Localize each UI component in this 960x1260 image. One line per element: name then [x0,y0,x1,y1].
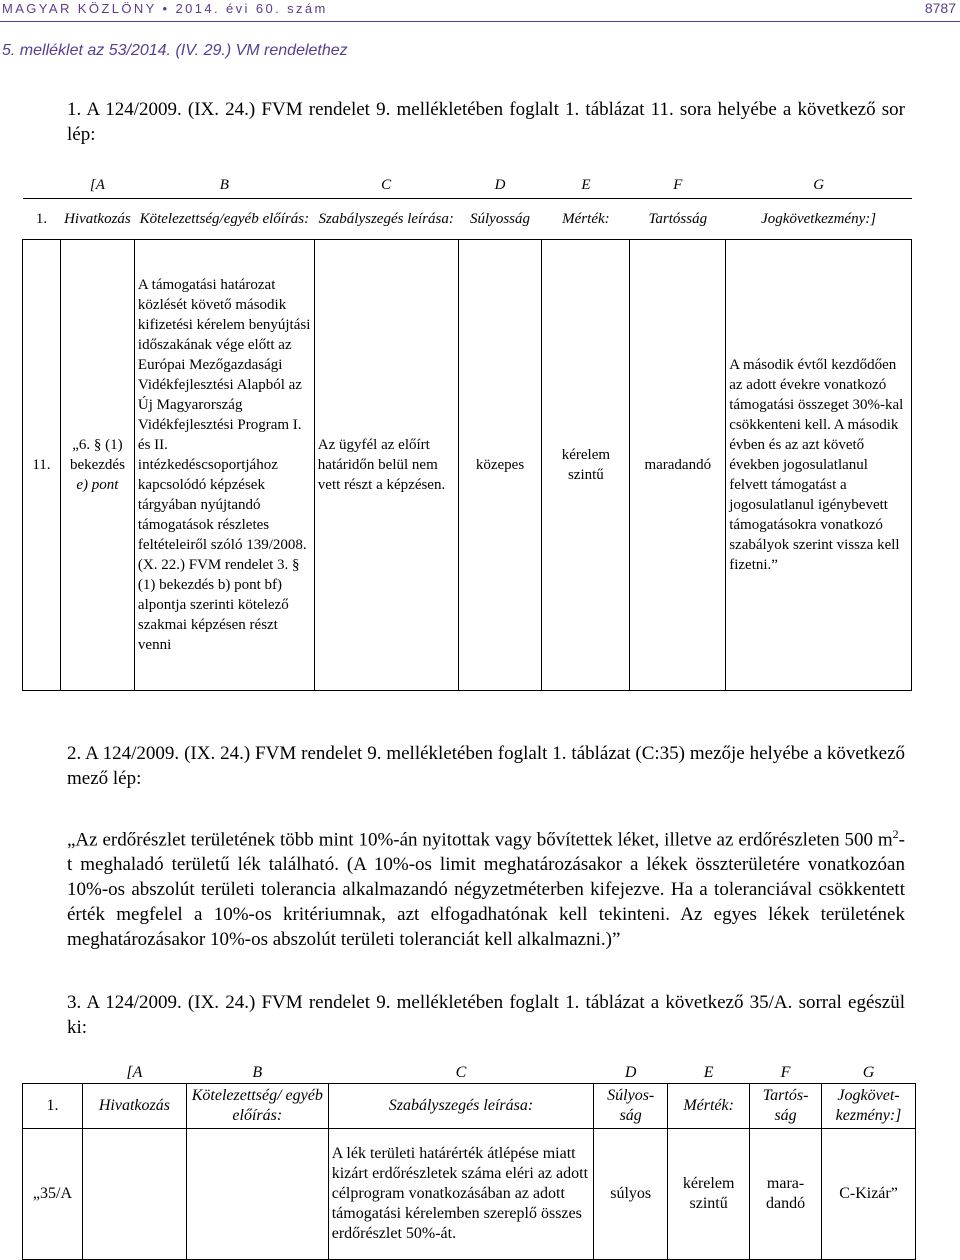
col-letter-d: D [494,177,506,193]
cell-violation: Az ügyfél az előírt határidőn belül nem vett részt a képzésen. [314,240,458,691]
col-letter-f: F [673,177,683,193]
cell-extent: kérelem szintű [668,1129,750,1260]
col-letter-g: G [862,1064,875,1081]
table-row [23,1129,916,1260]
cell-reference [82,1129,186,1260]
header-row [23,199,912,240]
annex-title: 5. melléklet az 53/2014. (IV. 29.) VM rendelethez [2,42,348,59]
row-number: 11. [23,240,61,691]
row-number: „35/A [23,1129,83,1260]
cell-violation: A lék területi határérték átlépése miatt kizárt erdőrészletek száma eléri az adott célprogram vonatkozásában az adott támogatási kérelemben szereplő összes erdőrészlet 50%-át. [328,1129,594,1260]
header-row [23,1084,916,1129]
header-consequence: Jogkövet-kezmény:] [822,1084,916,1129]
header-rule [0,21,960,22]
header-severity: Súlyos-ság [594,1084,668,1129]
journal-title: MAGYAR KÖZLÖNY • 2014. évi 60. szám [2,1,328,16]
header-duration: Tartósság [630,199,726,240]
paragraph-2: 2. A 124/2009. (IX. 24.) FVM rendelet 9. mellékletében foglalt 1. táblázat (C:35) mezője helyébe a következő mező lép: [67,743,905,789]
table-2 [22,1063,916,1260]
journal-header [0,0,960,22]
paragraph-1: 1. A 124/2009. (IX. 24.) FVM rendelet 9. mellékletében foglalt 1. táblázat 11. sora helyébe a következő sor lép: [67,99,905,145]
paragraph-4: 3. A 124/2009. (IX. 24.) FVM rendelet 9. mellékletében foglalt 1. táblázat a következő 35/A. sorral egészül ki: [67,992,905,1038]
col-letter-b: B [219,177,229,193]
cell-obligation [186,1129,328,1260]
col-letter-a: [A [89,177,105,193]
column-letters-row [23,1063,916,1084]
header-reference: Hivatkozás [82,1084,186,1129]
cell-duration: maradandó [630,240,726,691]
table-1 [22,172,912,691]
header-obligation: Kötelezettség/egyéb előírás: [134,199,314,240]
cell-severity: közepes [458,240,542,691]
header-violation: Szabályszegés leírása: [328,1084,594,1129]
col-letter-c: C [381,177,392,193]
column-letters-row [23,172,912,199]
header-row-number: 1. [23,199,61,240]
header-row-number: 1. [23,1084,83,1129]
header-severity: Súlyosság [458,199,542,240]
header-duration: Tartós-ság [750,1084,822,1129]
col-letter-e: E [581,177,591,193]
col-letter-c: C [455,1064,467,1081]
header-extent: Mérték: [668,1084,750,1129]
col-letter-e: E [703,1064,714,1081]
col-letter-f: F [780,1064,791,1081]
table-row [23,240,912,691]
col-letter-a: [A [126,1064,143,1081]
header-violation: Szabályszegés leírása: [314,199,458,240]
header-extent: Mérték: [542,199,630,240]
page-number: 8787 [924,0,956,16]
cell-severity: súlyos [594,1129,668,1260]
cell-duration: mara-dandó [750,1129,822,1260]
col-letter-g: G [813,177,825,193]
paragraph-3: „Az erdőrészlet területének több mint 10%-án nyitottak vagy bővítettek léket, illetve az erdőrészleten 500 $m^2-t$ meghaladó területű lék található. (A 10%-os limit meghatározásakor a lékek összterületére vonatkozóan 10%-os abszolút területi tolerancia alkalmazandó négyzetméterben kifejezve. Ha a toleranciával csökkentett érték megfelel a 10%-os kritériumnak, azt elfogadhatónak kell tekinteni. Az egyes lékek területének meghatározásakor 10%-os abszolút területi toleranciát kell alkalmazni.)” [67,827,905,951]
header-reference: Hivatkozás [60,199,134,240]
col-letter-d: D [624,1064,637,1081]
header-consequence: Jogkövetkezmény:] [726,199,912,240]
header-obligation: Kötelezettség/ egyéb előírás: [186,1084,328,1129]
cell-obligation: A támogatási határozat közlését követő második kifizetési kérelem benyújtási időszakának vége előtt az Európai Mezőgazdasági Vidékfejlesztési Alapból az Új Magyarország Vidékfejlesztési Program I. és II. intézkedéscsoportjához kapcsolódó képzések tárgyában nyújtandó támogatások részletes feltételeiről szóló 139/2008. (X. 22.) FVM rendelet 3. § (1) bekezdés b) pont bf) alpontja szerinti kötelező szakmai képzésen részt venni [134,240,314,691]
cell-reference: „6. § (1) bekezdés e) pont [60,240,134,691]
cell-consequence: C-Kizár” [822,1129,916,1260]
cell-extent: kérelem szintű [542,240,630,691]
col-letter-b: B [252,1064,263,1081]
cell-consequence: A második évtől kezdődően az adott évekre vonatkozó támogatási összeget 30%-kal csökkenteni kell. A második évben és az azt követő években jogosulatlanul felvett támogatást a jogosulatlanul igénybevett támogatásokra vonatkozó szabályok szerint vissza kell fizetni.” [726,240,912,691]
